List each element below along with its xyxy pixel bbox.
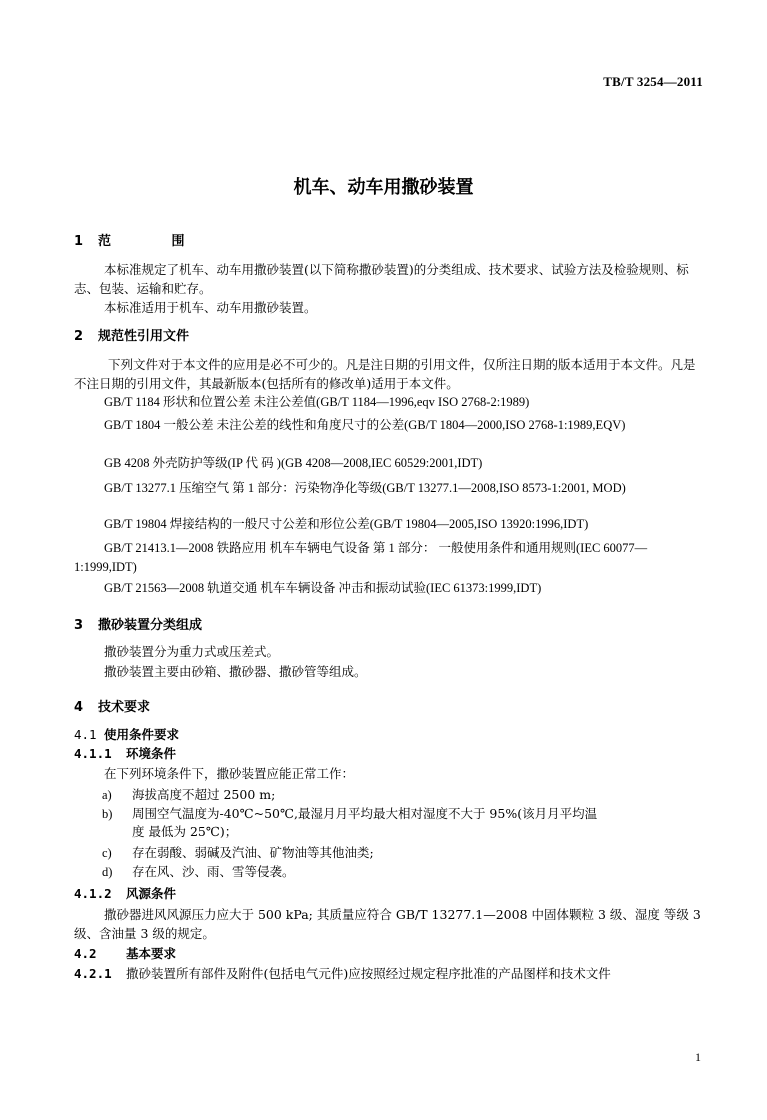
subsection-4-1-2-heading bbox=[74, 884, 176, 902]
list-marker: c) bbox=[102, 846, 112, 860]
section-3-heading bbox=[74, 614, 202, 633]
reference-item: GB/T 21413.1—2008 铁路应用 机车车辆电气设备 第 1 部分： 一般使用条件和通用规则(IEC 60077—1:1999,IDT) bbox=[74, 541, 648, 574]
subsection-title: 使用条件要求 bbox=[104, 727, 180, 742]
subsection-number: 4.1 bbox=[74, 727, 97, 742]
subsection-title: 风源条件 bbox=[126, 886, 177, 901]
section-1-paragraph: 本标准规定了机车、动车用撒砂装置(以下简称撒砂装置)的分类组成、技术要求、试验方法及检验规则、标志、包装、运输和贮存。 bbox=[74, 262, 689, 296]
standard-code: TB/T 3254—2011 bbox=[603, 74, 703, 89]
section-title: 技术要求 bbox=[98, 700, 151, 715]
page-number: 1 bbox=[695, 1050, 701, 1064]
reference-item: GB/T 21563—2008 轨道交通 机车车辆设备 冲击和振动试验(IEC 61373:1999,IDT) bbox=[104, 581, 542, 595]
list-marker: b) bbox=[102, 807, 113, 821]
section-number: 1 bbox=[74, 234, 84, 249]
list-item bbox=[102, 785, 702, 805]
subsection-4-2-1 bbox=[74, 964, 702, 982]
subsection-text: 撒砂装置所有部件及附件(包括电气元件)应按照经过规定程序批准的产品图样和技术文件 bbox=[126, 966, 611, 981]
air-source-paragraph: 撒砂器进风风源压力应大于 500 kPa; 其质量应符合 GB/T 13277.1—2008 中固体颗粒 3 级、湿度 等级 3 级、含油量 3 级的规定。 bbox=[74, 907, 701, 941]
list-marker: a) bbox=[102, 788, 112, 802]
section-1-heading bbox=[74, 230, 213, 249]
list-item-continuation: 度 最低为 25℃)； bbox=[132, 824, 238, 839]
section-3-paragraph: 撒砂装置主要由砂箱、撒砂器、撒砂管等组成。 bbox=[104, 664, 367, 679]
section-4-heading bbox=[74, 696, 150, 715]
list-item bbox=[102, 862, 702, 882]
list-item bbox=[102, 843, 702, 863]
reference-item: GB/T 1184 形状和位置公差 未注公差值(GB/T 1184—1996,eqv ISO 2768-2:1989) bbox=[104, 395, 530, 409]
section-2-intro: 下列文件对于本文件的应用是必不可少的。凡是注日期的引用文件，仅所注日期的版本适用于本文件。凡是不注日期的引用文件，其最新版本(包括所有的修改单)适用于本文件。 bbox=[74, 357, 696, 391]
reference-item: GB/T 19804 焊接结构的一般尺寸公差和形位公差(GB/T 19804—2005,ISO 13920:1996,IDT) bbox=[104, 517, 589, 531]
subsection-number: 4.1.1 bbox=[74, 746, 112, 761]
list-text: 海拔高度不超过 2500 m; bbox=[132, 787, 276, 802]
reference-item: GB 4208 外壳防护等级(IP 代 码 )(GB 4208—2008,IEC 60529:2001,IDT) bbox=[104, 456, 483, 470]
list-marker: d) bbox=[102, 865, 113, 879]
subsection-number: 4.2 bbox=[74, 946, 97, 961]
section-2-heading bbox=[74, 325, 189, 344]
section-1-paragraph: 本标准适用于机车、动车用撒砂装置。 bbox=[104, 300, 317, 315]
subsection-4-1-1-heading bbox=[74, 744, 176, 762]
section-3-paragraph: 撒砂装置分为重力式或压差式。 bbox=[104, 644, 280, 659]
subsection-4-2-heading bbox=[74, 944, 176, 962]
section-number: 3 bbox=[74, 618, 84, 633]
environment-intro: 在下列环境条件下，撒砂装置应能正常工作： bbox=[104, 766, 355, 781]
list-item bbox=[102, 804, 702, 824]
reference-item: GB/T 1804 一般公差 未注公差的线性和角度尺寸的公差(GB/T 1804—2000,ISO 2768-1:1989,EQV) bbox=[104, 418, 626, 432]
section-title: 范 围 bbox=[98, 234, 213, 249]
section-number: 4 bbox=[74, 700, 84, 715]
reference-item: GB/T 13277.1 压缩空气 第 1 部分：污染物净化等级(GB/T 13277.1—2008,ISO 8573-1:2001, MOD) bbox=[104, 481, 626, 495]
page-title: 机车、动车用撒砂装置 bbox=[293, 177, 474, 198]
section-title: 规范性引用文件 bbox=[98, 329, 190, 344]
section-number: 2 bbox=[74, 329, 84, 344]
subsection-number: 4.2.1 bbox=[74, 966, 112, 981]
subsection-title: 环境条件 bbox=[126, 746, 177, 761]
list-text: 存在弱酸、弱碱及汽油、矿物油等其他油类; bbox=[132, 845, 374, 860]
subsection-number: 4.1.2 bbox=[74, 886, 112, 901]
list-text: 周围空气温度为-40℃~50℃,最湿月月平均最大相对湿度不大于 95%(该月月平均温 bbox=[132, 806, 598, 821]
subsection-title: 基本要求 bbox=[126, 946, 177, 961]
list-text: 存在风、沙、雨、雪等侵袭。 bbox=[132, 864, 295, 879]
subsection-4-1-heading bbox=[74, 725, 179, 743]
section-title: 撒砂装置分类组成 bbox=[98, 618, 203, 633]
